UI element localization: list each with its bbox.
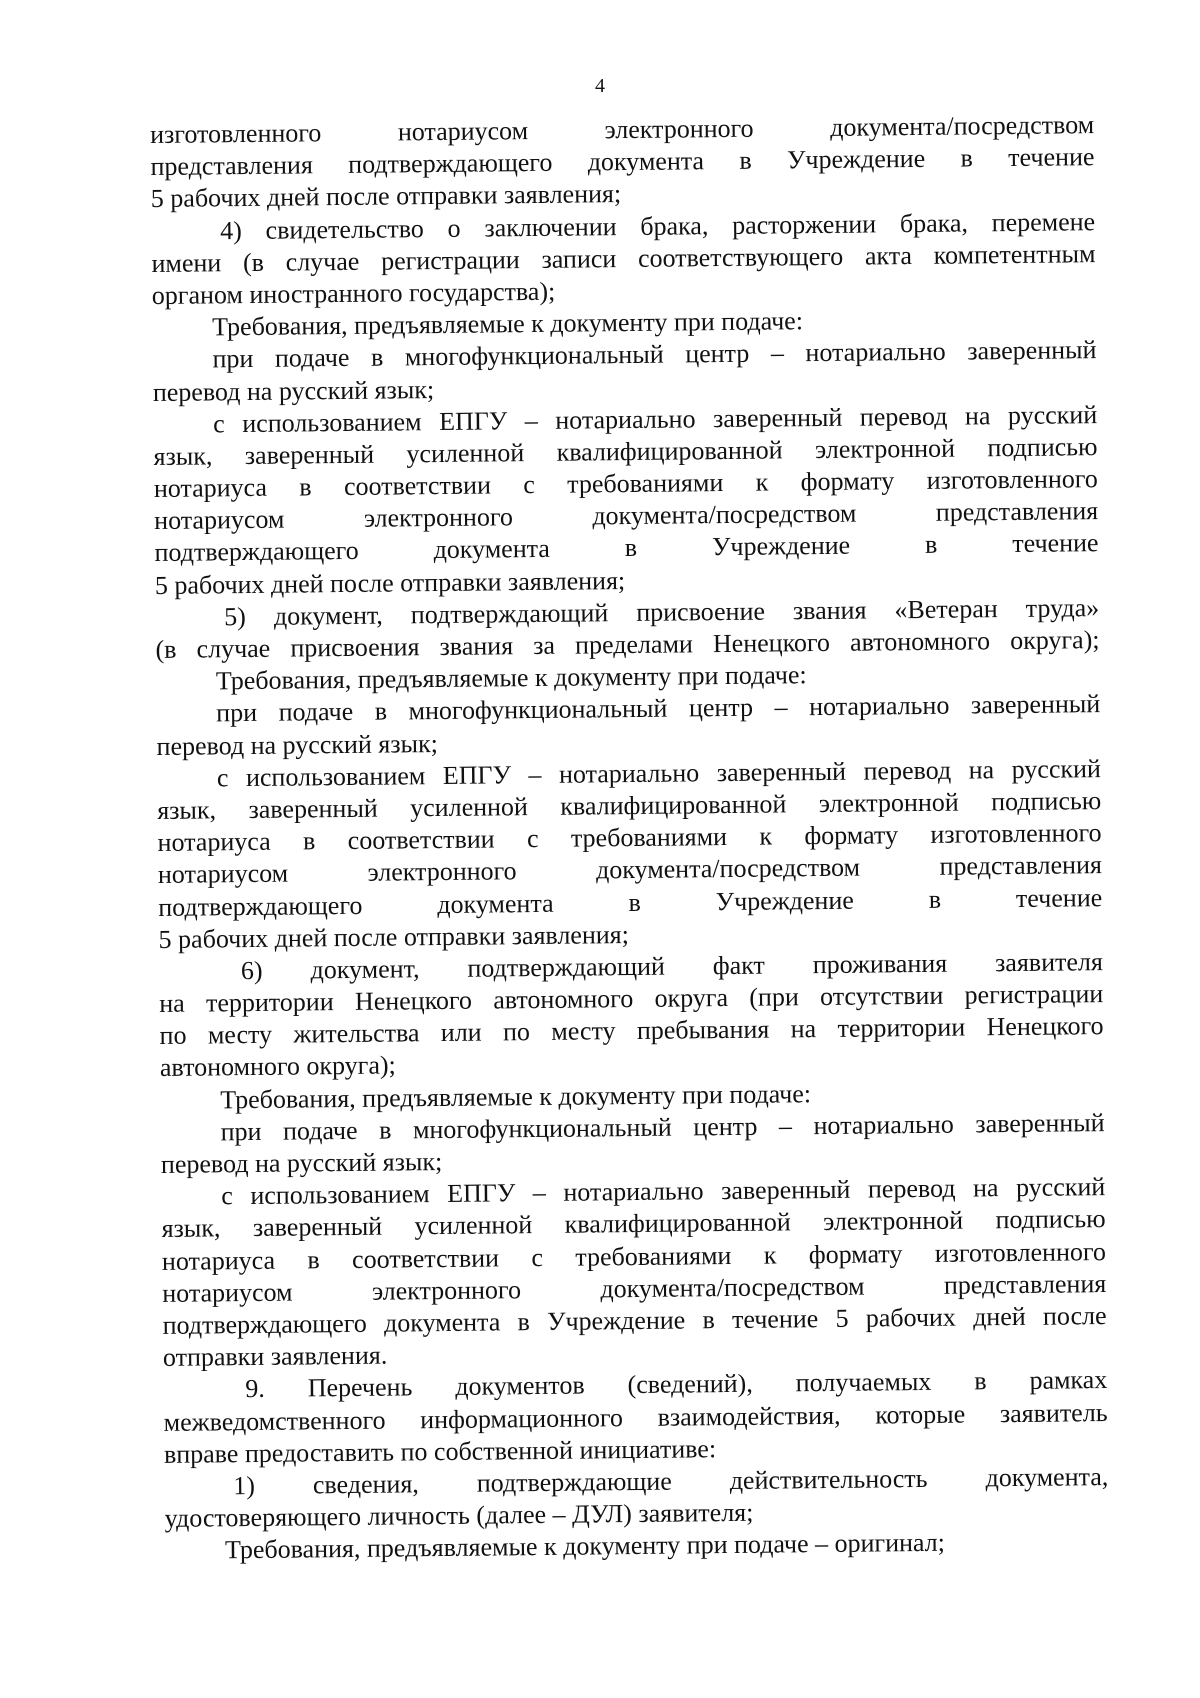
text-line: язык, заверенный усиленной квалифицированной электронной подписью	[161, 1204, 1106, 1244]
text-line: перевод на русский язык;	[152, 374, 435, 407]
text-line: автономного округа);	[159, 1050, 396, 1083]
text-line: перевод на русский язык;	[160, 1146, 443, 1179]
text-line: с использованием ЕПГУ – нотариально заверенный перевод на русский	[221, 1172, 1106, 1211]
text-line: вправе предоставить по собственной инициативе:	[163, 1433, 717, 1469]
text-line: с использованием ЕПГУ – нотариально заверенный перевод на русский	[216, 753, 1102, 793]
text-line: на территории Ненецкого автономного округа (при отсутствии регистрации	[159, 979, 1104, 1019]
text-line: изготовленного нотариусом электронного документа/посредством	[150, 110, 1095, 149]
text-line: подтверждающего документа в Учреждение в течение	[154, 528, 1099, 568]
text-line: (в случае присвоения звания за пределами Ненецкого автономного округа);	[155, 625, 1100, 664]
text-line: 5 рабочих дней после отправки заявления;	[154, 565, 626, 600]
text-line: язык, заверенный усиленной квалифицированной электронной подписью	[153, 431, 1098, 471]
page-number: 4	[595, 75, 605, 97]
text-line: Требования, предъявляемые к документу при подаче:	[212, 306, 804, 342]
text-line: удостоверяющего личность (далее – ДУЛ) заявителя;	[164, 1497, 754, 1533]
text-line: отправки заявления.	[162, 1340, 388, 1373]
text-line: 9. Перечень документов (сведений), получаемых в рамках	[245, 1365, 1108, 1404]
text-line: язык, заверенный усиленной квалифицированной электронной подписью	[157, 786, 1102, 825]
text-line: при подаче в многофункциональный центр – нотариально заверенный	[220, 1107, 1105, 1147]
text-line: нотариусом электронного документа/посредством представления	[154, 496, 1099, 536]
text-line: 6) документ, подтверждающий факт проживания заявителя	[240, 946, 1104, 985]
text-line: 5 рабочих дней после отправки заявления;	[150, 179, 622, 214]
text-line: органом иностранного государства);	[151, 276, 556, 310]
document-body	[150, 109, 1109, 1567]
text-line: по месту жительства или по месту пребывания на территории Ненецкого	[159, 1011, 1104, 1051]
text-line: нотариусом электронного документа/посредством представления	[162, 1268, 1107, 1308]
text-line: при подаче в многофункциональный центр – нотариально заверенный	[216, 689, 1101, 728]
text-line: 1) сведения, подтверждающие действительность документа,	[233, 1461, 1109, 1501]
text-line: Требования, предъявляемые к документу при подаче:	[220, 1078, 812, 1114]
text-line: подтверждающего документа в Учреждение в течение 5 рабочих дней после	[162, 1300, 1107, 1340]
text-line: нотариуса в соответствии с требованиями к формату изготовленного	[157, 818, 1102, 858]
text-line: 5 рабочих дней после отправки заявления;	[158, 919, 630, 954]
text-line: перевод на русский язык;	[156, 728, 438, 761]
text-line: Требования, предъявляемые к документу при подаче – оригинал;	[224, 1528, 946, 1565]
text-line: нотариуса в соответствии с требованиями к формату изготовленного	[161, 1236, 1107, 1276]
text-line: с использованием ЕПГУ – нотариально заверенный перевод на русский	[213, 399, 1098, 439]
text-line: 4) свидетельство о заключении брака, расторжении брака, перемене	[220, 206, 1096, 245]
text-line: представления подтверждающего документа в Учреждение в течение	[150, 142, 1095, 182]
text-line: межведомственного информационного взаимодействия, которые заявитель	[163, 1397, 1108, 1437]
text-line: нотариусом электронного документа/посредством представления	[157, 850, 1103, 890]
text-line: при подаче в многофункциональный центр – нотариально заверенный	[212, 335, 1097, 374]
text-line: подтверждающего документа в Учреждение в течение	[158, 882, 1103, 922]
text-line: нотариуса в соответствии с требованиями к формату изготовленного	[153, 464, 1098, 504]
text-line: имени (в случае регистрации записи соответствующего акта компетентным	[151, 238, 1096, 278]
text-line: 5) документ, подтверждающий присвоение звания «Ветеран труда»	[224, 592, 1100, 632]
text-line: Требования, предъявляемые к документу при подаче:	[215, 660, 807, 696]
